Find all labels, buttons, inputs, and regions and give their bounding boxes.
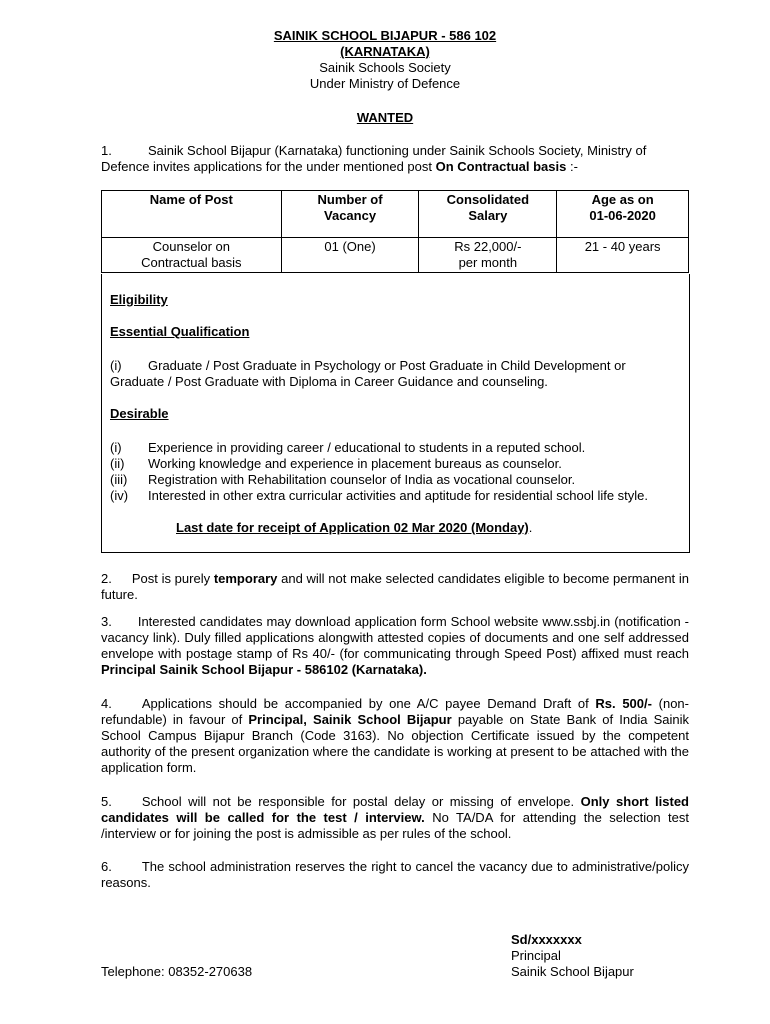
address-text: Principal Sainik School Bijapur - 586102 (Karnataka). <box>101 662 427 677</box>
payee-name: Principal, Sainik School Bijapur <box>248 712 452 727</box>
signature-sd: Sd/xxxxxxx <box>511 932 582 947</box>
para-4-text-2: (non-refundable) in favour of <box>101 696 689 727</box>
list-text: Working knowledge and experience in placement bureaus as counselor. <box>148 456 562 471</box>
last-date-line <box>176 520 532 536</box>
list-number: (iv) <box>110 488 129 503</box>
signature-org: Sainik School Bijapur <box>511 964 634 979</box>
header-salary: Consolidated Salary <box>419 191 557 238</box>
telephone: Telephone: 08352-270638 <box>101 964 253 979</box>
list-item <box>110 472 680 488</box>
ministry-line: Under Ministry of Defence <box>309 76 461 91</box>
paragraph-1 <box>101 143 701 175</box>
table-row <box>102 238 689 273</box>
para-5-text-2: No TA/DA for attending the selection test /interview or for joining the post is admissible as per rules of the school. <box>101 810 690 841</box>
list-number: (i) <box>110 358 122 373</box>
list-item <box>110 488 680 504</box>
table-header-row <box>102 191 689 238</box>
para-1-line-2-end: :- <box>566 159 578 174</box>
signature-title: Principal <box>511 948 561 963</box>
state-line: (KARNATAKA) <box>340 44 430 59</box>
essential-qualification-heading: Essential Qualification <box>110 324 250 339</box>
para-1-line-1: Sainik School Bijapur (Karnataka) functioning under Sainik Schools Society, Ministry of <box>148 143 647 158</box>
header-post: Name of Post <box>102 191 282 238</box>
header-vacancy: Number of Vacancy <box>281 191 419 238</box>
desirable-heading: Desirable <box>110 406 169 421</box>
school-name-line: SAINIK SCHOOL BIJAPUR - 586 102 <box>273 28 497 43</box>
vacancy-table <box>101 190 689 273</box>
para-number: 5. <box>101 794 112 809</box>
para-number: 6. <box>101 859 112 874</box>
contractual-basis-text: On Contractual basis <box>435 159 567 174</box>
society-line: Sainik Schools Society <box>319 60 451 75</box>
temporary-text: temporary <box>213 571 278 586</box>
para-4-text-3: payable on State Bank of India Sainik School Campus Bijapur Branch (Code 3163). No objection Certificate issued by the competent authority of the present organization where the candidate is working at present to be attached with the application form. <box>101 712 689 775</box>
para-number: 3. <box>101 614 112 629</box>
paragraph-3 <box>101 614 689 678</box>
page-title: WANTED <box>356 110 414 125</box>
list-number: (iii) <box>110 472 128 487</box>
paragraph-2 <box>101 571 689 603</box>
para-3-text: Interested candidates may download application form School website www.ssbj.in (notification - vacancy link). Duly filled applications alongwith attested copies of documents and one self addressed envelope with postage stamp of Rs 40/- (for communicating through Speed Post) affixed must reach <box>101 614 689 661</box>
essential-line-1: Graduate / Post Graduate in Psychology or Post Graduate in Child Development or <box>148 358 626 373</box>
cell-post: Counselor on Contractual basis <box>102 238 282 273</box>
list-text: Registration with Rehabilitation counselor of India as vocational counselor. <box>148 472 576 487</box>
para-6-text: The school administration reserves the right to cancel the vacancy due to administrative/policy reasons. <box>101 859 689 890</box>
eligibility-box <box>101 274 690 553</box>
para-4-text: Applications should be accompanied by one A/C payee Demand Draft of <box>141 696 596 711</box>
document-header <box>0 28 770 92</box>
list-number: (ii) <box>110 456 125 471</box>
short-listed-text: Only short listed candidates will be called for the test / interview. <box>101 794 690 825</box>
paragraph-4 <box>101 696 689 776</box>
list-item <box>110 456 680 472</box>
para-2-text-end: and will not make selected candidates eligible to become permanent in future. <box>101 571 689 602</box>
fee-amount: Rs. 500/- <box>595 696 652 711</box>
signature-block <box>511 932 711 980</box>
paragraph-5 <box>101 794 689 842</box>
list-number: (i) <box>110 440 122 455</box>
cell-vacancy: 01 (One) <box>281 238 419 273</box>
para-2-text: Post is purely <box>131 571 214 586</box>
para-number: 2. <box>101 571 112 586</box>
list-text: Interested in other extra curricular activities and aptitude for residential school life style. <box>148 488 649 503</box>
essential-qualification <box>110 358 680 390</box>
header-age: Age as on 01-06-2020 <box>557 191 689 238</box>
list-text: Experience in providing career / educational to students in a reputed school. <box>148 440 586 455</box>
essential-line-2: Graduate / Post Graduate with Diploma in Career Guidance and counseling. <box>110 374 548 389</box>
list-item <box>110 440 680 456</box>
paragraph-6 <box>101 859 689 891</box>
para-1-line-2: Defence invites applications for the under mentioned post <box>101 159 436 174</box>
cell-age: 21 - 40 years <box>557 238 689 273</box>
last-date-period: . <box>528 520 533 535</box>
para-number: 4. <box>101 696 112 711</box>
last-date-text: Last date for receipt of Application 02 Mar 2020 (Monday) <box>176 520 529 535</box>
cell-salary: Rs 22,000/- per month <box>419 238 557 273</box>
para-5-text: School will not be responsible for postal delay or missing of envelope. <box>141 794 581 809</box>
para-number: 1. <box>101 143 112 158</box>
eligibility-heading: Eligibility <box>110 292 168 307</box>
